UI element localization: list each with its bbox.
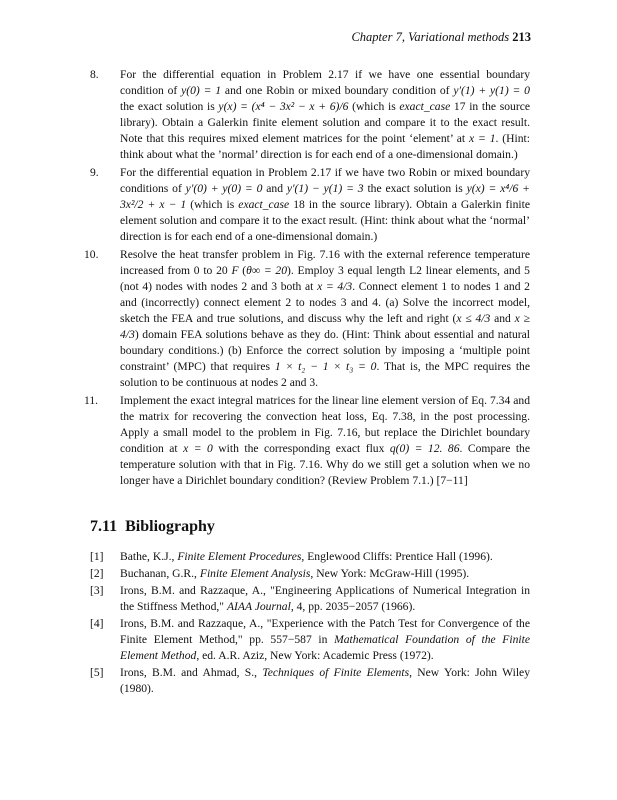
problem-text: . Compare the temperature solution with that in Fig. 7.16. Why do we still get a solution when we no longer have a Dirichlet boundary condition? (Review Problem 7.1.) [7−11]: [120, 442, 530, 487]
problem-item: [84, 247, 530, 391]
problem-text: . Connect element 1 to nodes 1 and 2 and (incorrectly) connect element 2 to nodes 3 and 4. (a) Solve the incorrect model, sketch the FEA and true solutions, and discuss why the left and right (: [120, 280, 530, 325]
reference-publisher: , ed. A.R. Aziz, New York: Academic Press (1972).: [196, 649, 434, 662]
problem-text: . That is, the MPC requires the solution to be continuous at nodes 2 and 3.: [120, 360, 530, 389]
problem-text: and: [262, 182, 287, 195]
page-number: 213: [512, 30, 531, 44]
reference-publisher: , New York: McGraw-Hill (1995).: [310, 567, 470, 580]
math: x ≤ 4/3: [456, 312, 491, 325]
reference-title: Finite Element Analysis: [199, 567, 311, 580]
problem-text: (which is: [348, 100, 400, 113]
math: y′(1) − y(1) = 3: [286, 182, 364, 195]
problem-text: ) domain FEA solutions behave as they do. (Hint: Think about essential and natural boundary conditions.) (b) Enforce the correct solution by imposing a ‘multiple point constraint’ (MPC) that requires: [120, 328, 530, 373]
problem-number: 11.: [84, 394, 99, 407]
math: y(x) = x⁴/6 + 3x²/2 + x − 1: [120, 182, 530, 211]
math: y′(0) + y(0) = 0: [185, 182, 263, 195]
reference-number: [5]: [90, 666, 104, 679]
problem-text: 17 in the source library). Obtain a Galerkin finite element solution and compare it to the exact result. Note that this requires mixed element matrices for the point ‘element’ at: [120, 100, 530, 145]
section-title: Bibliography: [125, 518, 215, 535]
problem-number: 9.: [90, 166, 99, 179]
problem-text: and one Robin or mixed boundary condition of: [221, 84, 454, 97]
problem-text: Resolve the heat transfer problem in Fig. 7.16 with the external reference temperature increased from 0 to 20: [120, 248, 530, 277]
reference-publisher: , 4, pp. 2035−2057 (1966).: [290, 600, 416, 613]
reference-item: [90, 566, 530, 582]
reference-authors: Irons, B.M. and Razzaque, A., "Engineering Applications of Numerical Integration in the Stiffness Method,": [120, 584, 530, 613]
reference-item: [90, 665, 530, 697]
problem-text: the exact solution is: [363, 182, 467, 195]
problem-item: [90, 67, 530, 163]
math: x ≥ 4/3: [120, 312, 530, 341]
problem-item: [90, 165, 530, 245]
running-header: [0, 30, 531, 45]
math: x = 1: [468, 132, 496, 145]
problem-text: (which is: [186, 198, 239, 211]
math: y(x) = (x⁴ − 3x² − x + 6)/6: [218, 100, 349, 113]
problem-text: . (Hint: think about what the ’normal’ direction is for each end of a one-dimensional domain.): [120, 132, 530, 161]
reference-number: [4]: [90, 617, 104, 630]
section-number: 7.11: [90, 518, 118, 535]
reference-title: Techniques of Finite Elements: [262, 666, 410, 679]
problem-text: ). Employ 3 equal length L2 linear elements, and 5 (not 4) nodes with nodes 2 and 3 both at: [120, 264, 530, 293]
reference-number: [3]: [90, 584, 104, 597]
math: y′(1) + y(1) = 0: [453, 84, 530, 97]
reference-item: [90, 583, 530, 615]
math: 1 × t₂ − 1 × t₃ = 0: [274, 360, 377, 373]
reference-number: [2]: [90, 567, 104, 580]
problem-text: Implement the exact integral matrices for the linear line element version of Eq. 7.34 and the matrix for recovering the convection heat loss, Eq. 7.38, in the post processing. Apply a small model to the problem in Fig. 7.16, but replace the Dirichlet boundary condition at: [120, 394, 530, 455]
problem-text: (: [238, 264, 247, 277]
reference-authors: Irons, B.M. and Razzaque, A., "Experience with the Patch Test for Convergence of the Finite Element Method," pp. 557−587 in: [120, 617, 530, 646]
reference-publisher: , New York: John Wiley (1980).: [120, 666, 530, 695]
reference-number: [1]: [90, 550, 104, 563]
problem-text: For the differential equation in Problem 2.17 if we have one essential boundary condition of: [120, 68, 530, 97]
problem-number: 8.: [90, 68, 99, 81]
problem-text: and: [490, 312, 515, 325]
reference-item: [90, 549, 530, 565]
math: θ∞ = 20: [246, 264, 288, 277]
reference-authors: Buchanan, G.R.,: [120, 567, 200, 580]
section-heading: [90, 518, 223, 536]
reference-title: Finite Element Procedures: [177, 550, 302, 563]
reference-item: [90, 616, 530, 664]
problem-number: 10.: [84, 248, 99, 261]
math: x = 4/3: [317, 280, 353, 293]
source-ref: exact_case: [399, 100, 451, 113]
reference-authors: Irons, B.M. and Ahmad, S.,: [120, 666, 263, 679]
reference-title: Mathematical Foundation of the Finite Element Method: [120, 633, 530, 662]
reference-title: AIAA Journal: [226, 600, 291, 613]
math: q(0) = 12. 86: [389, 442, 460, 455]
math: x = 0: [183, 442, 213, 455]
problem-text: 18 in the source library). Obtain a Galerkin finite element solution and compare it to the exact result. (Hint: think about what the ‘normal’ direction is for each end of a one-dimensional domain.): [120, 198, 531, 243]
reference-authors: Bathe, K.J.,: [120, 550, 178, 563]
math: y(0) = 1: [181, 84, 222, 97]
problem-text: with the corresponding exact flux: [212, 442, 390, 455]
source-ref: exact_case: [238, 198, 290, 211]
reference-publisher: , Englewood Cliffs: Prentice Hall (1996).: [301, 550, 493, 563]
problem-item: [84, 393, 530, 489]
math: F: [231, 264, 239, 277]
problem-list: [84, 67, 531, 491]
problem-text: For the differential equation in Problem 2.17 if we have two Robin or mixed boundary conditions of: [120, 166, 530, 195]
bibliography-list: [90, 549, 530, 698]
problem-text: the exact solution is: [120, 100, 219, 113]
chapter-title: Chapter 7, Variational methods: [351, 30, 510, 44]
